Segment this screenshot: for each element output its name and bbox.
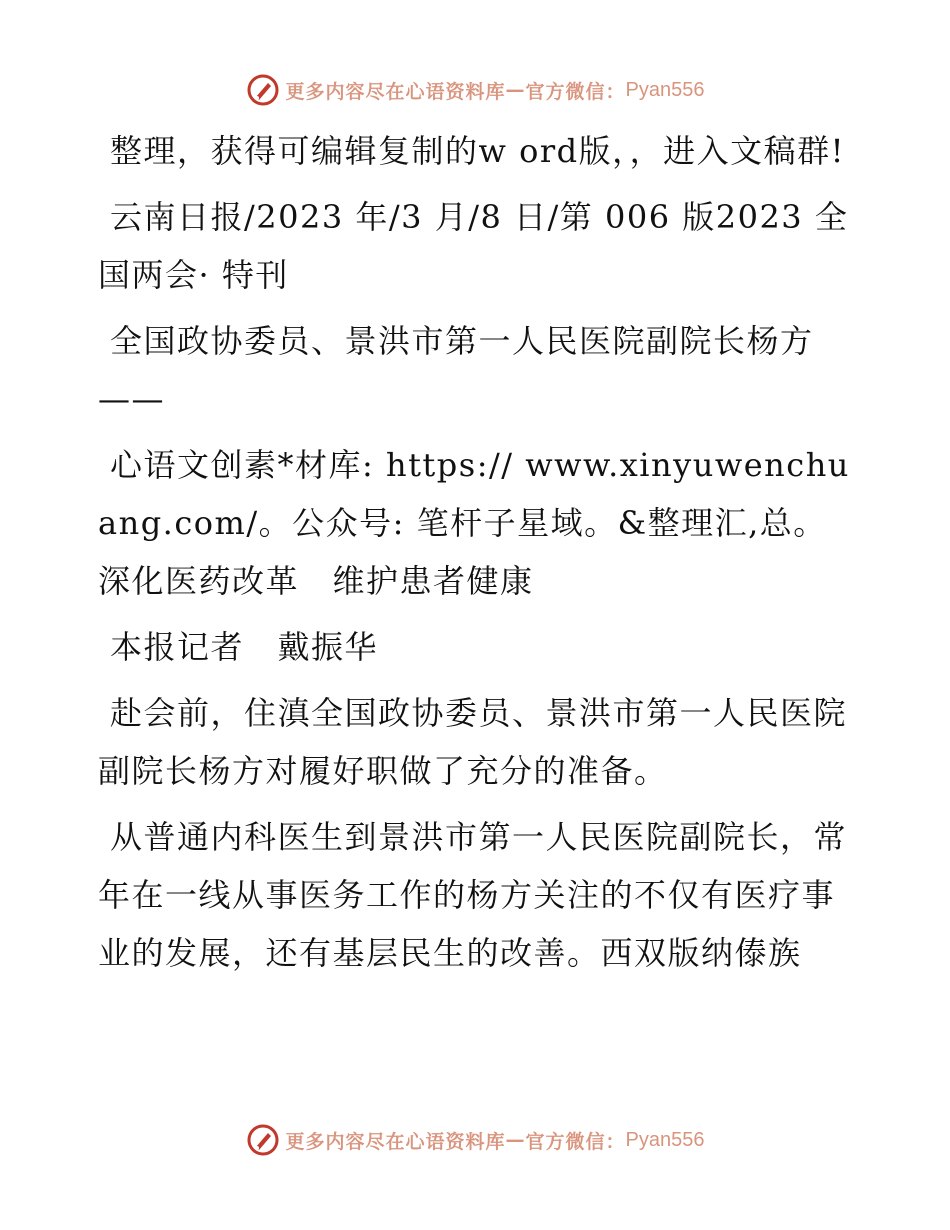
paragraph-title: 全国政协委员、景洪市第一人民医院副院长杨方—— bbox=[98, 322, 814, 418]
watermark-dash: — bbox=[505, 1129, 526, 1151]
watermark-text: 更多内容尽在心语资料库 bbox=[285, 80, 506, 103]
watermark-text: 更多内容尽在心语资料库 bbox=[285, 1130, 506, 1153]
article-body bbox=[98, 122, 858, 990]
paragraph-source: 云南日报/2023 年/3 月/8 日/第 006 版2023 全国两会· 特刊 bbox=[98, 198, 849, 294]
paragraph-body-1: 赴会前，住滇全国政协委员、景洪市第一人民医院副院长杨方对履好职做了充分的准备。 bbox=[98, 694, 848, 790]
paragraph-reporter: 本报记者 戴振华 bbox=[110, 628, 379, 666]
watermark-dash: — bbox=[505, 79, 526, 101]
watermark-header bbox=[0, 70, 950, 110]
watermark-footer bbox=[0, 1120, 950, 1160]
pen-circle-logo-icon bbox=[246, 73, 280, 107]
watermark-contact: Pyan556 bbox=[625, 78, 705, 101]
paragraph-promo: 心语文创素*材库: https:// www.xinyuwenchuang.com/。公众号: 笔杆子星域。&整理汇,总。深化医药改革 维护患者健康 bbox=[98, 446, 850, 600]
paragraph-body-2: 从普通内科医生到景洪市第一人民医院副院长，常年在一线从事医务工作的杨方关注的不仅有医疗事业的发展，还有基层民生的改善。西双版纳傣族 bbox=[98, 818, 848, 972]
watermark-contact: Pyan556 bbox=[625, 1128, 705, 1151]
pen-circle-logo-icon bbox=[246, 1123, 280, 1157]
paragraph-intro: 整理，获得可编辑复制的w ord版，，进入文稿群! bbox=[110, 132, 845, 170]
watermark-suffix: 官方微信： bbox=[525, 1130, 626, 1153]
watermark-suffix: 官方微信： bbox=[525, 80, 626, 103]
